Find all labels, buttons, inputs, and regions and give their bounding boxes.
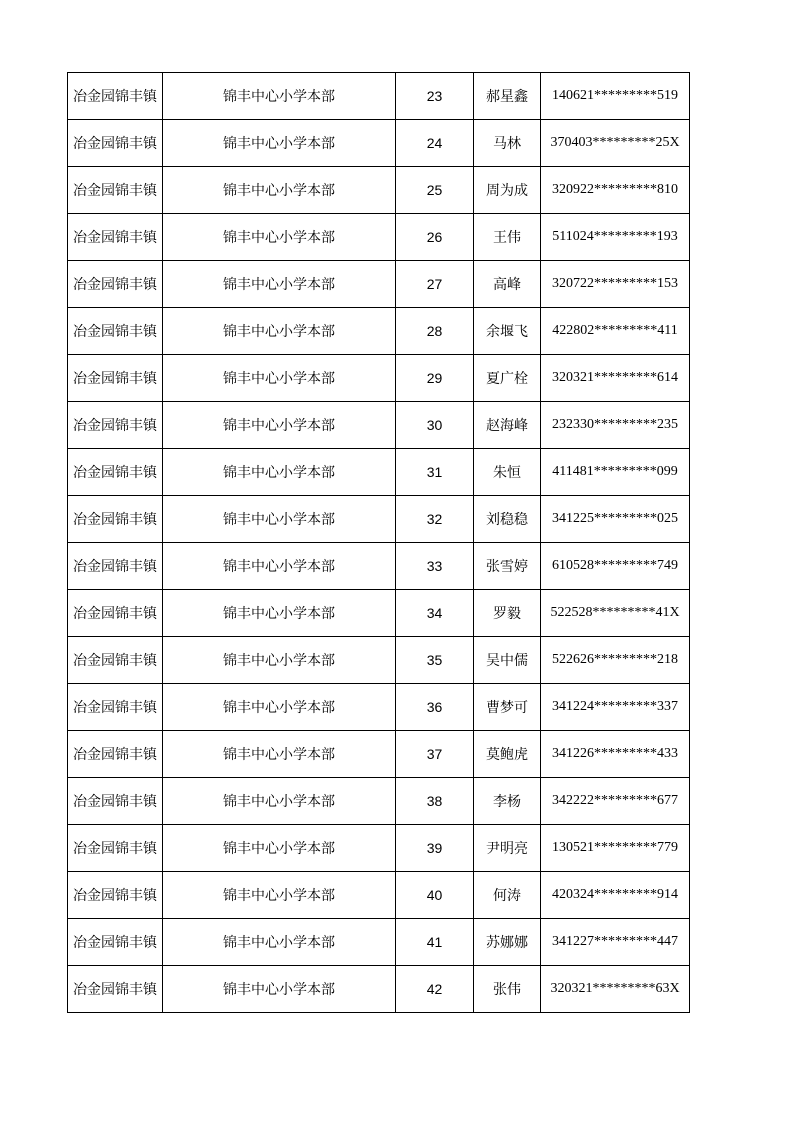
seq-number-cell: 30: [396, 402, 474, 449]
id-number-cell: 342222*********677: [541, 778, 690, 825]
table-row: [68, 261, 690, 308]
person-name-cell: 夏广栓: [474, 355, 541, 402]
table-row: [68, 355, 690, 402]
district-cell: 冶金园锦丰镇: [68, 731, 163, 778]
id-number-cell: 522626*********218: [541, 637, 690, 684]
person-name-cell: 尹明亮: [474, 825, 541, 872]
table-row: [68, 684, 690, 731]
id-number-cell: 522528*********41X: [541, 590, 690, 637]
seq-number-cell: 25: [396, 167, 474, 214]
person-name-cell: 郝星鑫: [474, 73, 541, 120]
person-name-cell: 何涛: [474, 872, 541, 919]
district-cell: 冶金园锦丰镇: [68, 919, 163, 966]
school-cell: 锦丰中心小学本部: [163, 355, 396, 402]
table-row: [68, 73, 690, 120]
id-number-cell: 411481*********099: [541, 449, 690, 496]
school-cell: 锦丰中心小学本部: [163, 872, 396, 919]
id-number-cell: 320321*********614: [541, 355, 690, 402]
district-cell: 冶金园锦丰镇: [68, 590, 163, 637]
district-cell: 冶金园锦丰镇: [68, 402, 163, 449]
table-row: [68, 919, 690, 966]
id-number-cell: 511024*********193: [541, 214, 690, 261]
table-row: [68, 167, 690, 214]
school-cell: 锦丰中心小学本部: [163, 402, 396, 449]
id-number-cell: 140621*********519: [541, 73, 690, 120]
seq-number-cell: 31: [396, 449, 474, 496]
person-name-cell: 张雪婷: [474, 543, 541, 590]
person-name-cell: 高峰: [474, 261, 541, 308]
id-number-cell: 370403*********25X: [541, 120, 690, 167]
school-cell: 锦丰中心小学本部: [163, 167, 396, 214]
seq-number-cell: 29: [396, 355, 474, 402]
table-row: [68, 308, 690, 355]
person-name-cell: 苏娜娜: [474, 919, 541, 966]
roster-body: [68, 73, 690, 1013]
roster-table: [67, 72, 690, 1013]
table-row: [68, 637, 690, 684]
person-name-cell: 刘稳稳: [474, 496, 541, 543]
person-name-cell: 赵海峰: [474, 402, 541, 449]
district-cell: 冶金园锦丰镇: [68, 449, 163, 496]
seq-number-cell: 33: [396, 543, 474, 590]
id-number-cell: 420324*********914: [541, 872, 690, 919]
id-number-cell: 341225*********025: [541, 496, 690, 543]
school-cell: 锦丰中心小学本部: [163, 825, 396, 872]
district-cell: 冶金园锦丰镇: [68, 543, 163, 590]
district-cell: 冶金园锦丰镇: [68, 355, 163, 402]
id-number-cell: 320321*********63X: [541, 966, 690, 1013]
seq-number-cell: 23: [396, 73, 474, 120]
person-name-cell: 朱恒: [474, 449, 541, 496]
seq-number-cell: 26: [396, 214, 474, 261]
school-cell: 锦丰中心小学本部: [163, 120, 396, 167]
table-row: [68, 120, 690, 167]
table-row: [68, 543, 690, 590]
district-cell: 冶金园锦丰镇: [68, 637, 163, 684]
seq-number-cell: 35: [396, 637, 474, 684]
seq-number-cell: 38: [396, 778, 474, 825]
district-cell: 冶金园锦丰镇: [68, 261, 163, 308]
table-row: [68, 731, 690, 778]
id-number-cell: 341227*********447: [541, 919, 690, 966]
school-cell: 锦丰中心小学本部: [163, 543, 396, 590]
school-cell: 锦丰中心小学本部: [163, 966, 396, 1013]
table-row: [68, 825, 690, 872]
id-number-cell: 341224*********337: [541, 684, 690, 731]
table-row: [68, 214, 690, 261]
school-cell: 锦丰中心小学本部: [163, 496, 396, 543]
id-number-cell: 341226*********433: [541, 731, 690, 778]
district-cell: 冶金园锦丰镇: [68, 167, 163, 214]
school-cell: 锦丰中心小学本部: [163, 590, 396, 637]
seq-number-cell: 27: [396, 261, 474, 308]
id-number-cell: 320922*********810: [541, 167, 690, 214]
district-cell: 冶金园锦丰镇: [68, 778, 163, 825]
person-name-cell: 罗毅: [474, 590, 541, 637]
id-number-cell: 422802*********411: [541, 308, 690, 355]
district-cell: 冶金园锦丰镇: [68, 872, 163, 919]
seq-number-cell: 37: [396, 731, 474, 778]
school-cell: 锦丰中心小学本部: [163, 919, 396, 966]
table-row: [68, 449, 690, 496]
person-name-cell: 周为成: [474, 167, 541, 214]
table-row: [68, 966, 690, 1013]
school-cell: 锦丰中心小学本部: [163, 261, 396, 308]
school-cell: 锦丰中心小学本部: [163, 684, 396, 731]
table-row: [68, 778, 690, 825]
district-cell: 冶金园锦丰镇: [68, 966, 163, 1013]
person-name-cell: 李杨: [474, 778, 541, 825]
seq-number-cell: 42: [396, 966, 474, 1013]
table-row: [68, 402, 690, 449]
person-name-cell: 余堰飞: [474, 308, 541, 355]
person-name-cell: 吴中儒: [474, 637, 541, 684]
district-cell: 冶金园锦丰镇: [68, 308, 163, 355]
school-cell: 锦丰中心小学本部: [163, 449, 396, 496]
school-cell: 锦丰中心小学本部: [163, 214, 396, 261]
id-number-cell: 610528*********749: [541, 543, 690, 590]
seq-number-cell: 28: [396, 308, 474, 355]
seq-number-cell: 36: [396, 684, 474, 731]
seq-number-cell: 40: [396, 872, 474, 919]
school-cell: 锦丰中心小学本部: [163, 637, 396, 684]
table-row: [68, 496, 690, 543]
person-name-cell: 曹梦可: [474, 684, 541, 731]
table-row: [68, 590, 690, 637]
table-row: [68, 872, 690, 919]
person-name-cell: 马林: [474, 120, 541, 167]
seq-number-cell: 39: [396, 825, 474, 872]
district-cell: 冶金园锦丰镇: [68, 496, 163, 543]
district-cell: 冶金园锦丰镇: [68, 73, 163, 120]
school-cell: 锦丰中心小学本部: [163, 778, 396, 825]
school-cell: 锦丰中心小学本部: [163, 73, 396, 120]
seq-number-cell: 34: [396, 590, 474, 637]
school-cell: 锦丰中心小学本部: [163, 308, 396, 355]
id-number-cell: 320722*********153: [541, 261, 690, 308]
district-cell: 冶金园锦丰镇: [68, 120, 163, 167]
school-cell: 锦丰中心小学本部: [163, 731, 396, 778]
id-number-cell: 232330*********235: [541, 402, 690, 449]
district-cell: 冶金园锦丰镇: [68, 684, 163, 731]
seq-number-cell: 41: [396, 919, 474, 966]
id-number-cell: 130521*********779: [541, 825, 690, 872]
person-name-cell: 莫鲍虎: [474, 731, 541, 778]
person-name-cell: 王伟: [474, 214, 541, 261]
seq-number-cell: 24: [396, 120, 474, 167]
person-name-cell: 张伟: [474, 966, 541, 1013]
seq-number-cell: 32: [396, 496, 474, 543]
district-cell: 冶金园锦丰镇: [68, 825, 163, 872]
district-cell: 冶金园锦丰镇: [68, 214, 163, 261]
